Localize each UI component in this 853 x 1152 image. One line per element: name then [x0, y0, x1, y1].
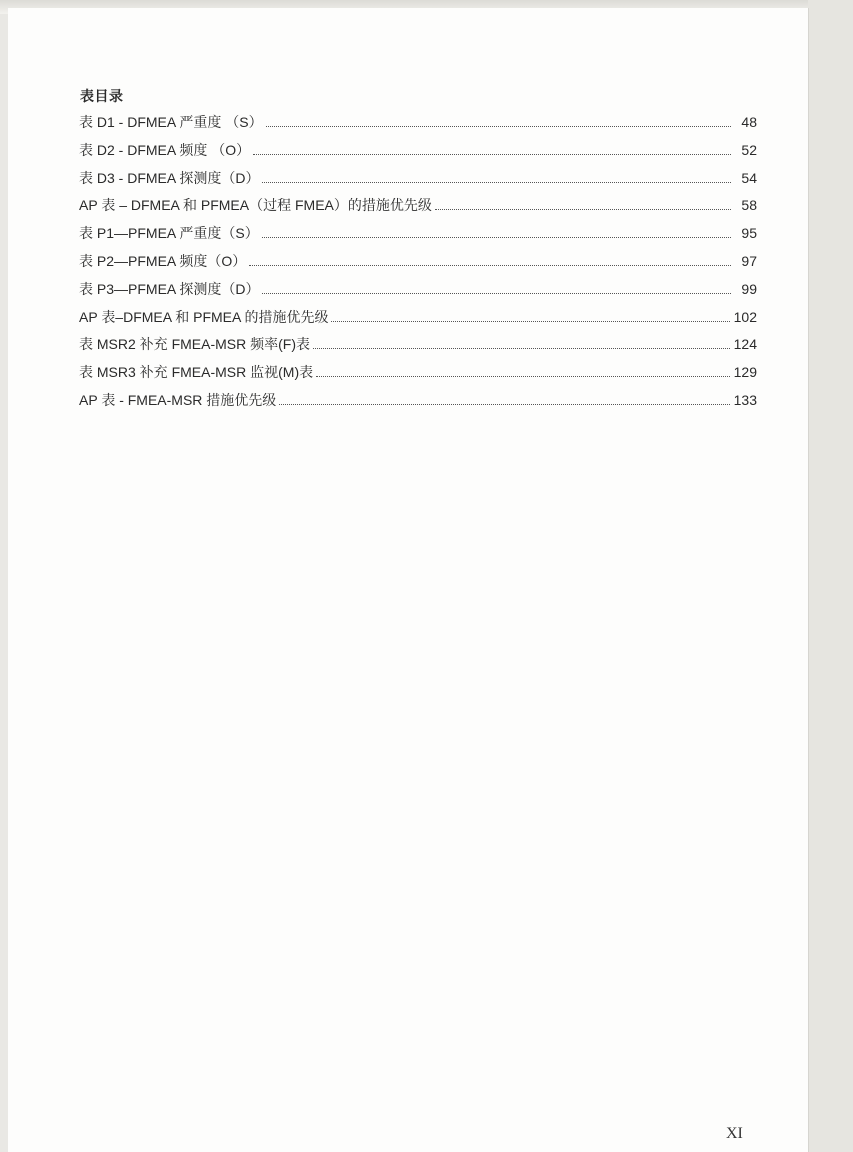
toc-entry-page: 52 — [741, 141, 757, 158]
toc-entry-label: 表 D2 - DFMEA 频度 （O） — [79, 141, 251, 158]
toc-leader-dots — [279, 404, 729, 405]
toc-entry[interactable] — [79, 195, 757, 223]
toc-entry-label: 表 P1—PFMEA 严重度（S） — [79, 225, 259, 242]
toc-entry-page: 99 — [741, 280, 757, 297]
toc-entry-page: 48 — [741, 114, 757, 130]
toc-entry-label: AP 表–DFMEA 和 PFMEA 的措施优先级 — [79, 308, 329, 325]
table-of-contents — [79, 86, 757, 418]
toc-entry-label: 表 P2—PFMEA 频度（O） — [79, 252, 247, 269]
toc-entry-page: 54 — [741, 169, 757, 186]
page-number: XI — [726, 1125, 743, 1142]
toc-entry[interactable] — [79, 251, 757, 279]
toc-entry[interactable] — [79, 362, 757, 390]
toc-leader-dots — [253, 154, 731, 155]
toc-entry-label: 表 MSR3 补充 FMEA-MSR 监视(M)表 — [79, 364, 314, 381]
toc-entry-page: 124 — [733, 336, 757, 353]
toc-leader-dots — [262, 237, 731, 238]
toc-leader-dots — [262, 293, 731, 294]
toc-entry-page: 102 — [733, 308, 757, 325]
toc-entry-label: 表 D1 - DFMEA 严重度 （S） — [79, 114, 263, 130]
toc-leader-dots — [249, 265, 731, 266]
toc-entry[interactable] — [79, 307, 757, 335]
toc-heading: 表目录 — [80, 88, 124, 104]
toc-leader-dots — [331, 321, 729, 322]
toc-entry-label: AP 表 - FMEA-MSR 措施优先级 — [79, 391, 277, 408]
toc-leader-dots — [262, 182, 731, 183]
toc-entry[interactable] — [79, 168, 757, 196]
toc-entry-label: 表 D3 - DFMEA 探测度（D） — [79, 169, 260, 186]
toc-entry-label: AP 表 – DFMEA 和 PFMEA（过程 FMEA）的措施优先级 — [79, 197, 432, 214]
toc-leader-dots — [266, 126, 731, 127]
toc-leader-dots — [435, 209, 731, 210]
toc-entry[interactable] — [79, 390, 757, 418]
toc-entry-label: 表 P3—PFMEA 探测度（D） — [79, 280, 260, 297]
toc-entry-label: 表 MSR2 补充 FMEA-MSR 频率(F)表 — [79, 336, 310, 353]
toc-entry[interactable] — [79, 334, 757, 362]
toc-entry-page: 95 — [741, 225, 757, 242]
toc-entry-page: 133 — [733, 391, 757, 408]
page-margin — [808, 0, 853, 1152]
toc-leader-dots — [313, 348, 730, 349]
toc-entry[interactable] — [79, 112, 757, 140]
toc-entry[interactable] — [79, 223, 757, 251]
toc-entry-page: 129 — [733, 364, 757, 381]
toc-entry-page: 97 — [741, 252, 757, 269]
toc-leader-dots — [316, 376, 730, 377]
toc-entry[interactable] — [79, 140, 757, 168]
toc-entry[interactable] — [79, 279, 757, 307]
toc-entry-page: 58 — [741, 197, 757, 214]
